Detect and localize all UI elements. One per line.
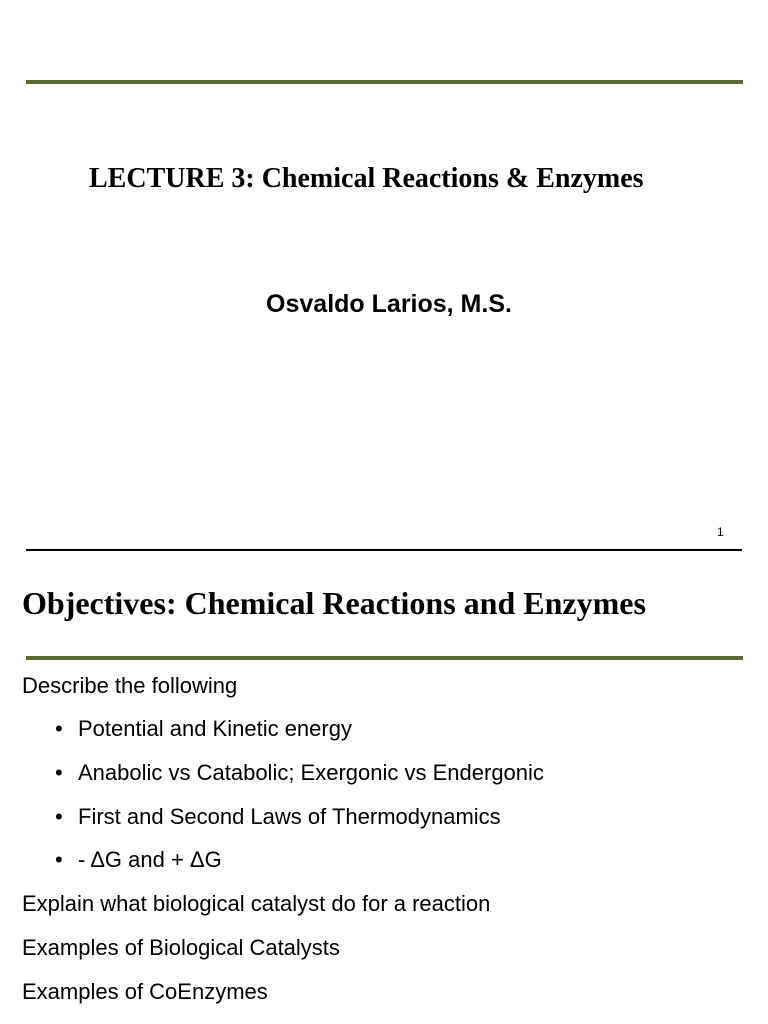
objectives-title: Objectives: Chemical Reactions and Enzymes [22,585,646,621]
page-number: 1 [717,525,724,539]
lecture-title: LECTURE 3: Chemical Reactions & Enzymes [89,163,644,194]
bullet-icon: • [55,847,63,872]
intro-text: Describe the following [22,673,238,698]
slide-separator [26,549,742,551]
bullet-item [55,804,501,830]
objective-item: Explain what biological catalyst do for a reaction [22,891,491,916]
objective-item: Examples of Biological Catalysts [22,935,340,960]
bullet-icon: • [55,804,63,829]
bullet-icon: • [55,760,63,785]
bullet-text: Anabolic vs Catabolic; Exergonic vs Endergonic [78,760,544,785]
objective-item: Examples of CoEnzymes [22,979,268,1004]
bullet-text: First and Second Laws of Thermodynamics [78,804,501,829]
bullet-icon: • [55,716,63,741]
objectives-divider [26,656,743,660]
bullet-text: Potential and Kinetic energy [78,716,352,741]
bullet-item [55,760,544,786]
bullet-item [55,847,222,873]
bullet-text: - ΔG and + ΔG [78,847,222,872]
author-name: Osvaldo Larios, M.S. [266,290,512,318]
bullet-item [55,716,352,742]
top-divider [26,80,743,84]
